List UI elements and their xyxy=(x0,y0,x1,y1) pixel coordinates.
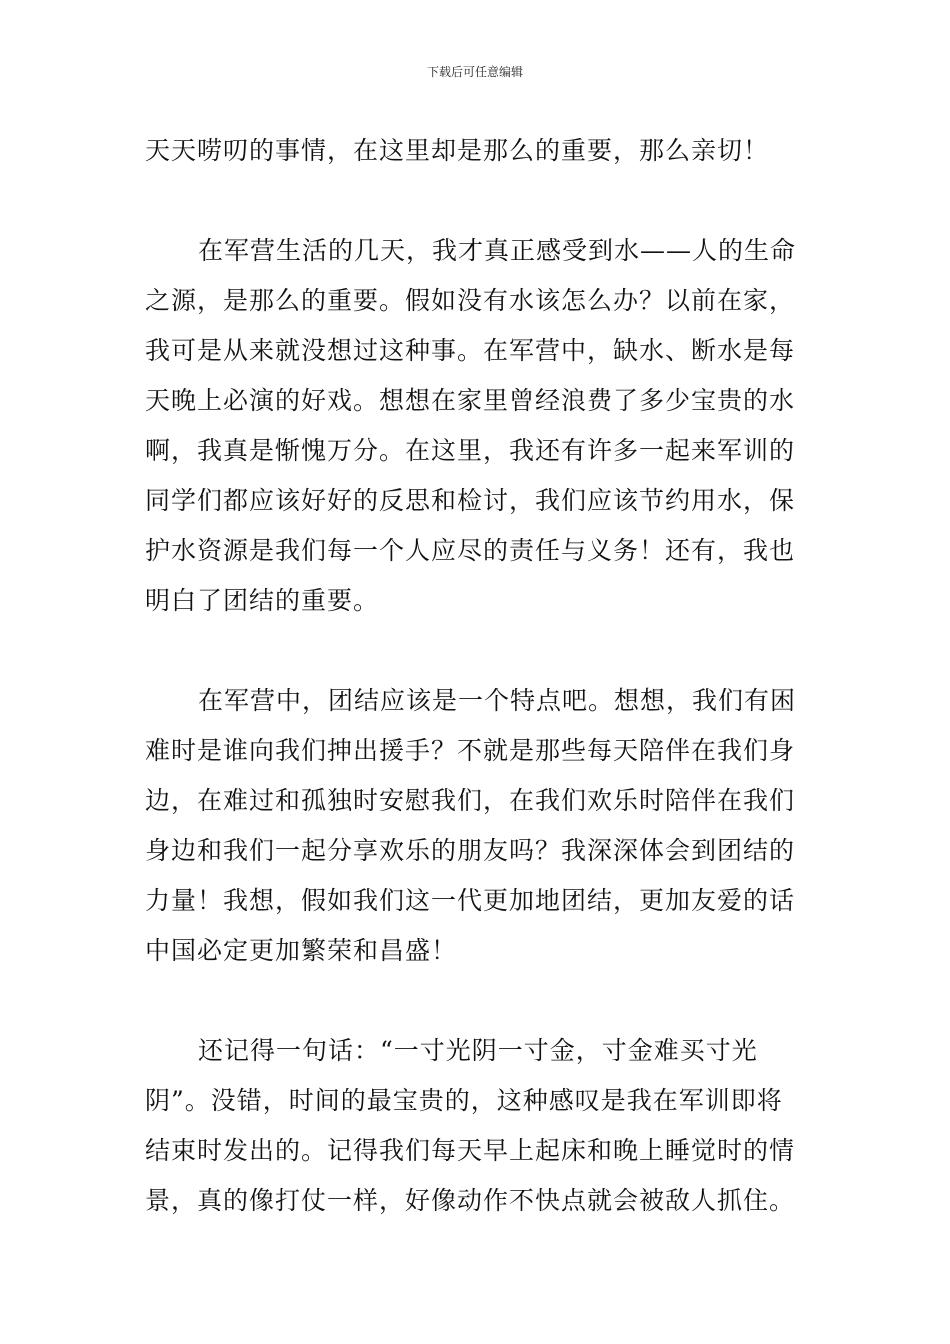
paragraph-line: 明白了团结的重要。 xyxy=(145,586,380,615)
paragraph-line: 护水资源是我们每一个人应尽的责任与义务！还有，我也 xyxy=(145,536,796,565)
paragraph-line: 中国必定更加繁荣和昌盛！ xyxy=(145,936,458,965)
paragraph-line: 啊，我真是惭愧万分。在这里，我还有许多一起来军训的 xyxy=(145,436,796,465)
paragraph-1 xyxy=(145,126,810,176)
paragraph-line: 边，在难过和孤独时安慰我们，在我们欢乐时陪伴在我们 xyxy=(145,786,796,815)
paragraph-line: 在军营中，团结应该是一个特点吧。想想，我们有困 xyxy=(198,686,797,715)
paragraph-line: 同学们都应该好好的反思和检讨，我们应该节约用水，保 xyxy=(145,486,796,515)
paragraph-2 xyxy=(145,226,810,626)
paragraph-line: 结束时发出的。记得我们每天早上起床和晚上睡觉时的情 xyxy=(145,1136,796,1165)
paragraph-line: 身边和我们一起分享欢乐的朋友吗？我深深体会到团结的 xyxy=(145,836,796,865)
paragraph-3 xyxy=(145,676,810,976)
page-header: 下载后可任意编辑 xyxy=(426,65,523,79)
paragraph-gap xyxy=(145,626,810,676)
paragraph-line: 天天唠叨的事情，在这里却是那么的重要，那么亲切！ xyxy=(145,136,770,165)
paragraph-line: 力量！我想，假如我们这一代更加地团结，更加友爱的话 xyxy=(145,886,796,915)
paragraph-line: 天晚上必演的好戏。想想在家里曾经浪费了多少宝贵的水 xyxy=(145,386,796,415)
paragraph-gap xyxy=(145,976,810,1026)
paragraph-line: 我可是从来就没想过这种事。在军营中，缺水、断水是每 xyxy=(145,336,796,365)
paragraph-line: 还记得一句话：“一寸光阴一寸金，寸金难买寸光 xyxy=(198,1036,758,1065)
paragraph-line: 之源，是那么的重要。假如没有水该怎么办？以前在家， xyxy=(145,286,796,315)
paragraph-line: 难时是谁向我们抻出援手？不就是那些每天陪伴在我们身 xyxy=(145,736,796,765)
paragraph-4 xyxy=(145,1026,810,1226)
paragraph-line: 在军营生活的几天，我才真正感受到水——人的生命 xyxy=(198,236,797,265)
paragraph-gap xyxy=(145,176,810,226)
paragraph-line: 阴”。没错，时间的最宝贵的，这种感叹是我在军训即将 xyxy=(145,1086,783,1115)
paragraph-line: 景，真的像打仗一样，好像动作不快点就会被敌人抓住。 xyxy=(145,1186,796,1215)
document-body xyxy=(145,126,810,1226)
